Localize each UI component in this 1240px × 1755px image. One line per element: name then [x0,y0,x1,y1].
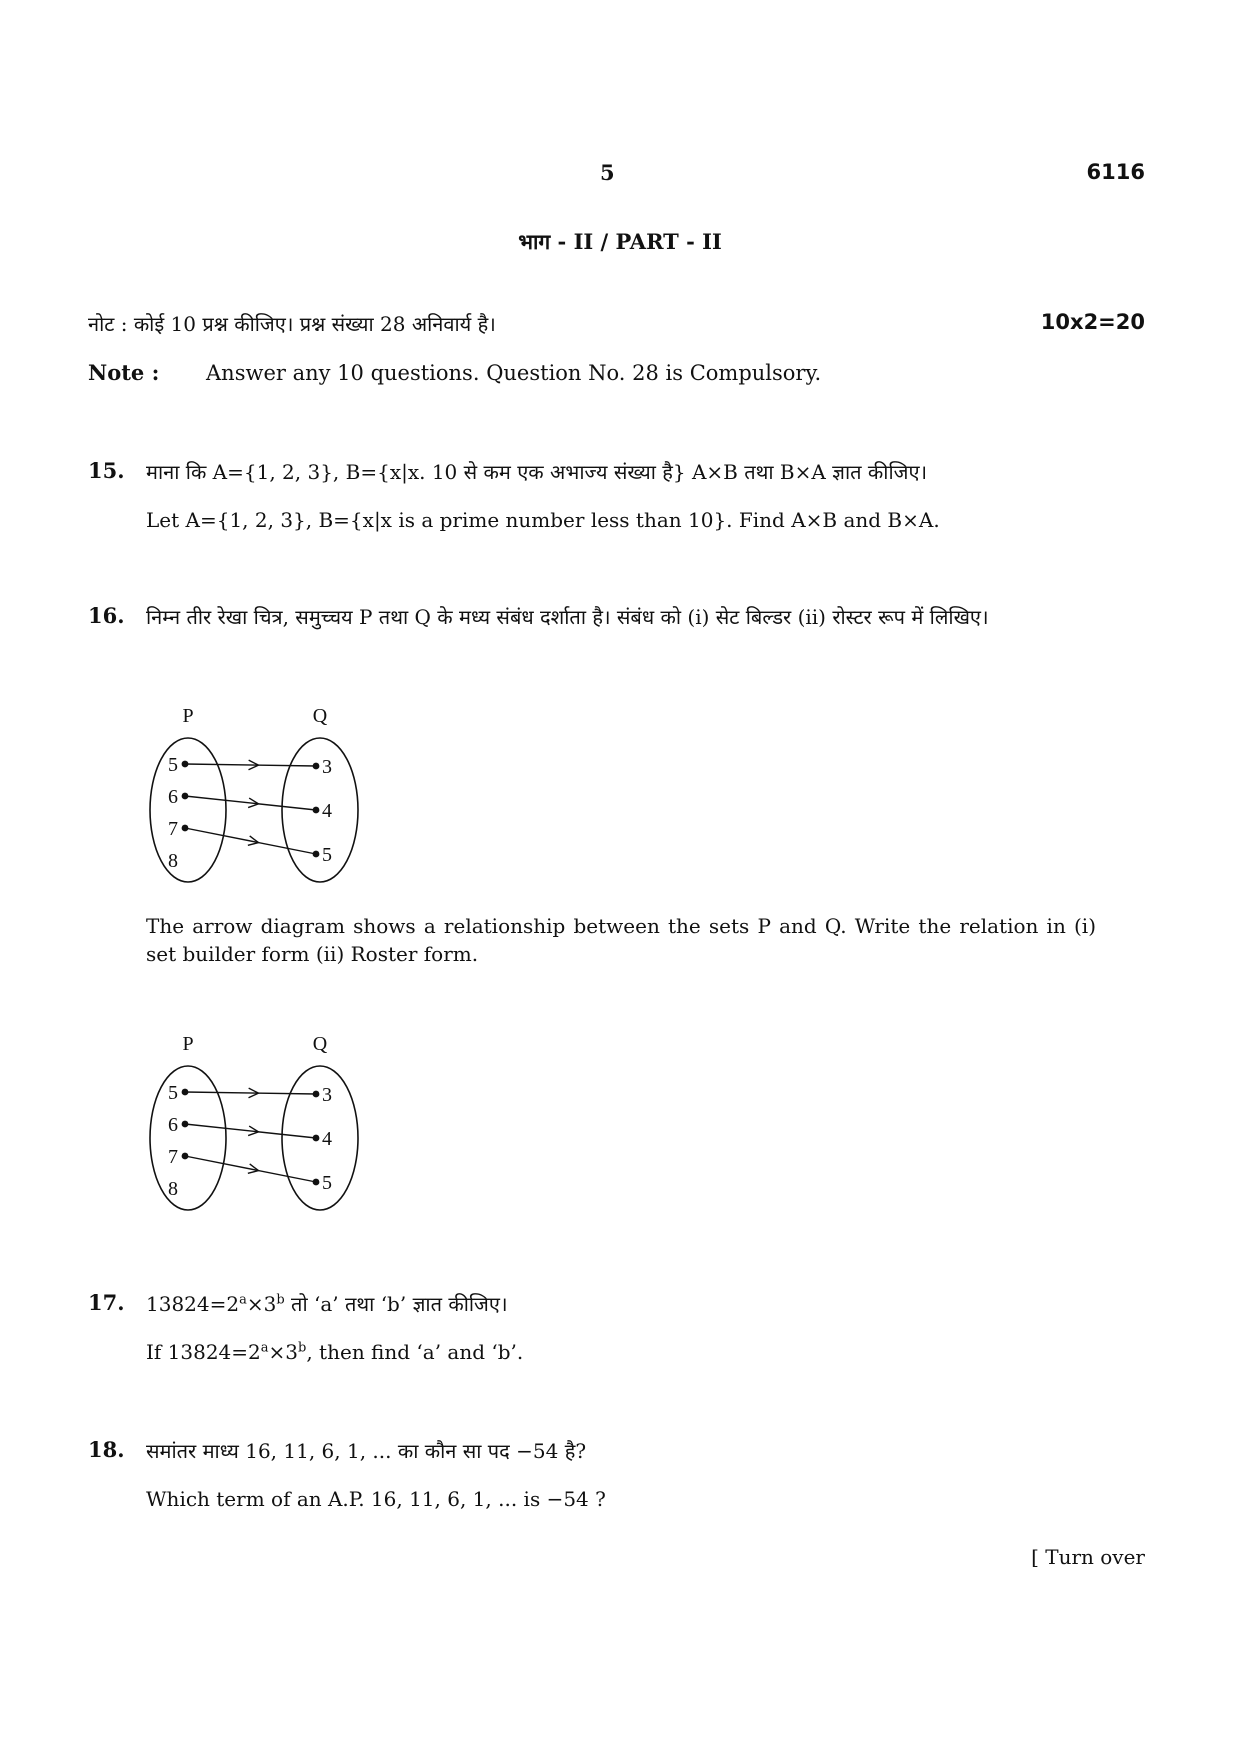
question-number-17: 17. [88,1290,125,1315]
q17-english-base: If 13824=2 [146,1340,261,1364]
p-element-6: 6 [168,1114,178,1136]
set-p-label: P [182,1033,194,1055]
q17-english-exp-b: b [298,1340,307,1356]
p-element-5: 5 [168,1082,178,1104]
question-17-english [146,1340,523,1364]
set-q-ellipse [282,738,358,882]
set-p-ellipse [150,1066,226,1210]
note-label: Note : [88,360,160,385]
question-17-hindi [146,1290,508,1317]
arrow-line-7-5 [185,828,316,854]
q17-english-times: ×3 [268,1340,299,1364]
q-element-4: 4 [322,1128,332,1150]
q-element-3: 3 [322,756,332,778]
question-number-16: 16. [88,603,125,628]
note-english-text: Answer any 10 questions. Question No. 28 is Compulsory. [206,361,822,385]
q17-english-rest: , then find ‘a’ and ‘b’. [306,1340,524,1364]
q17-hindi-times: ×3 [246,1292,277,1316]
question-16-hindi: निम्न तीर रेखा चित्र, समुच्चय P तथा Q के मध्य संबंध दर्शाता है। संबंध को (i) सेट बिल्डर (ii) रोस्टर रूप में लिखिए। [146,605,989,629]
turn-over: [ Turn over [1031,1545,1145,1569]
question-number-18: 18. [88,1437,125,1462]
set-q-ellipse [282,1066,358,1210]
p-element-8: 8 [168,1178,178,1200]
part-title: भाग - II / PART - II [518,229,722,254]
note-hindi: नोट : कोई 10 प्रश्न कीजिए। प्रश्न संख्या 28 अनिवार्य है। [88,312,496,336]
arrow-line-7-5 [185,1156,316,1182]
question-18-hindi: समांतर माध्य 16, 11, 6, 1, ... का कौन सा पद −54 है? [146,1439,587,1463]
arrow-line-5-3 [185,1092,316,1094]
question-18-english: Which term of an A.P. 16, 11, 6, 1, ... is −54 ? [146,1487,606,1511]
question-16-english: The arrow diagram shows a relationship between the sets P and Q. Write the relation in (i) set builder form (ii) Roster form. [146,914,1096,966]
question-number-15: 15. [88,458,125,483]
question-15-hindi: माना कि A={1, 2, 3}, B={x|x. 10 से कम एक अभाज्य संख्या है} A×B तथा B×A ज्ञात कीजिए। [146,460,928,484]
arrow-diagram-english [140,1028,380,1218]
note-english [88,360,821,385]
question-15-english: Let A={1, 2, 3}, B={x|x is a prime number less than 10}. Find A×B and B×A. [146,508,940,532]
set-q-label: Q [312,1033,328,1055]
arrow-diagram-hindi [140,700,380,890]
q-element-5: 5 [322,844,332,866]
q-element-3: 3 [322,1084,332,1106]
arrow-line-5-3 [185,764,316,766]
q17-hindi-rest: तो ‘a’ तथा ‘b’ ज्ञात कीजिए। [284,1292,508,1316]
p-element-7: 7 [168,1146,178,1168]
page-number: 5 [600,160,615,185]
paper-code: 6116 [1086,160,1145,184]
q-element-5: 5 [322,1172,332,1194]
set-p-ellipse [150,738,226,882]
p-element-5: 5 [168,754,178,776]
q17-english-exp-a: a [260,1340,269,1356]
marks-allocation: 10x2=20 [1040,310,1145,334]
set-p-label: P [182,705,194,727]
q17-hindi-exp-b: b [276,1292,285,1308]
p-element-8: 8 [168,850,178,872]
set-q-label: Q [312,705,328,727]
p-element-6: 6 [168,786,178,808]
p-element-7: 7 [168,818,178,840]
q-element-4: 4 [322,800,332,822]
q17-hindi-base: 13824=2 [146,1292,240,1316]
q17-hindi-exp-a: a [239,1292,247,1308]
